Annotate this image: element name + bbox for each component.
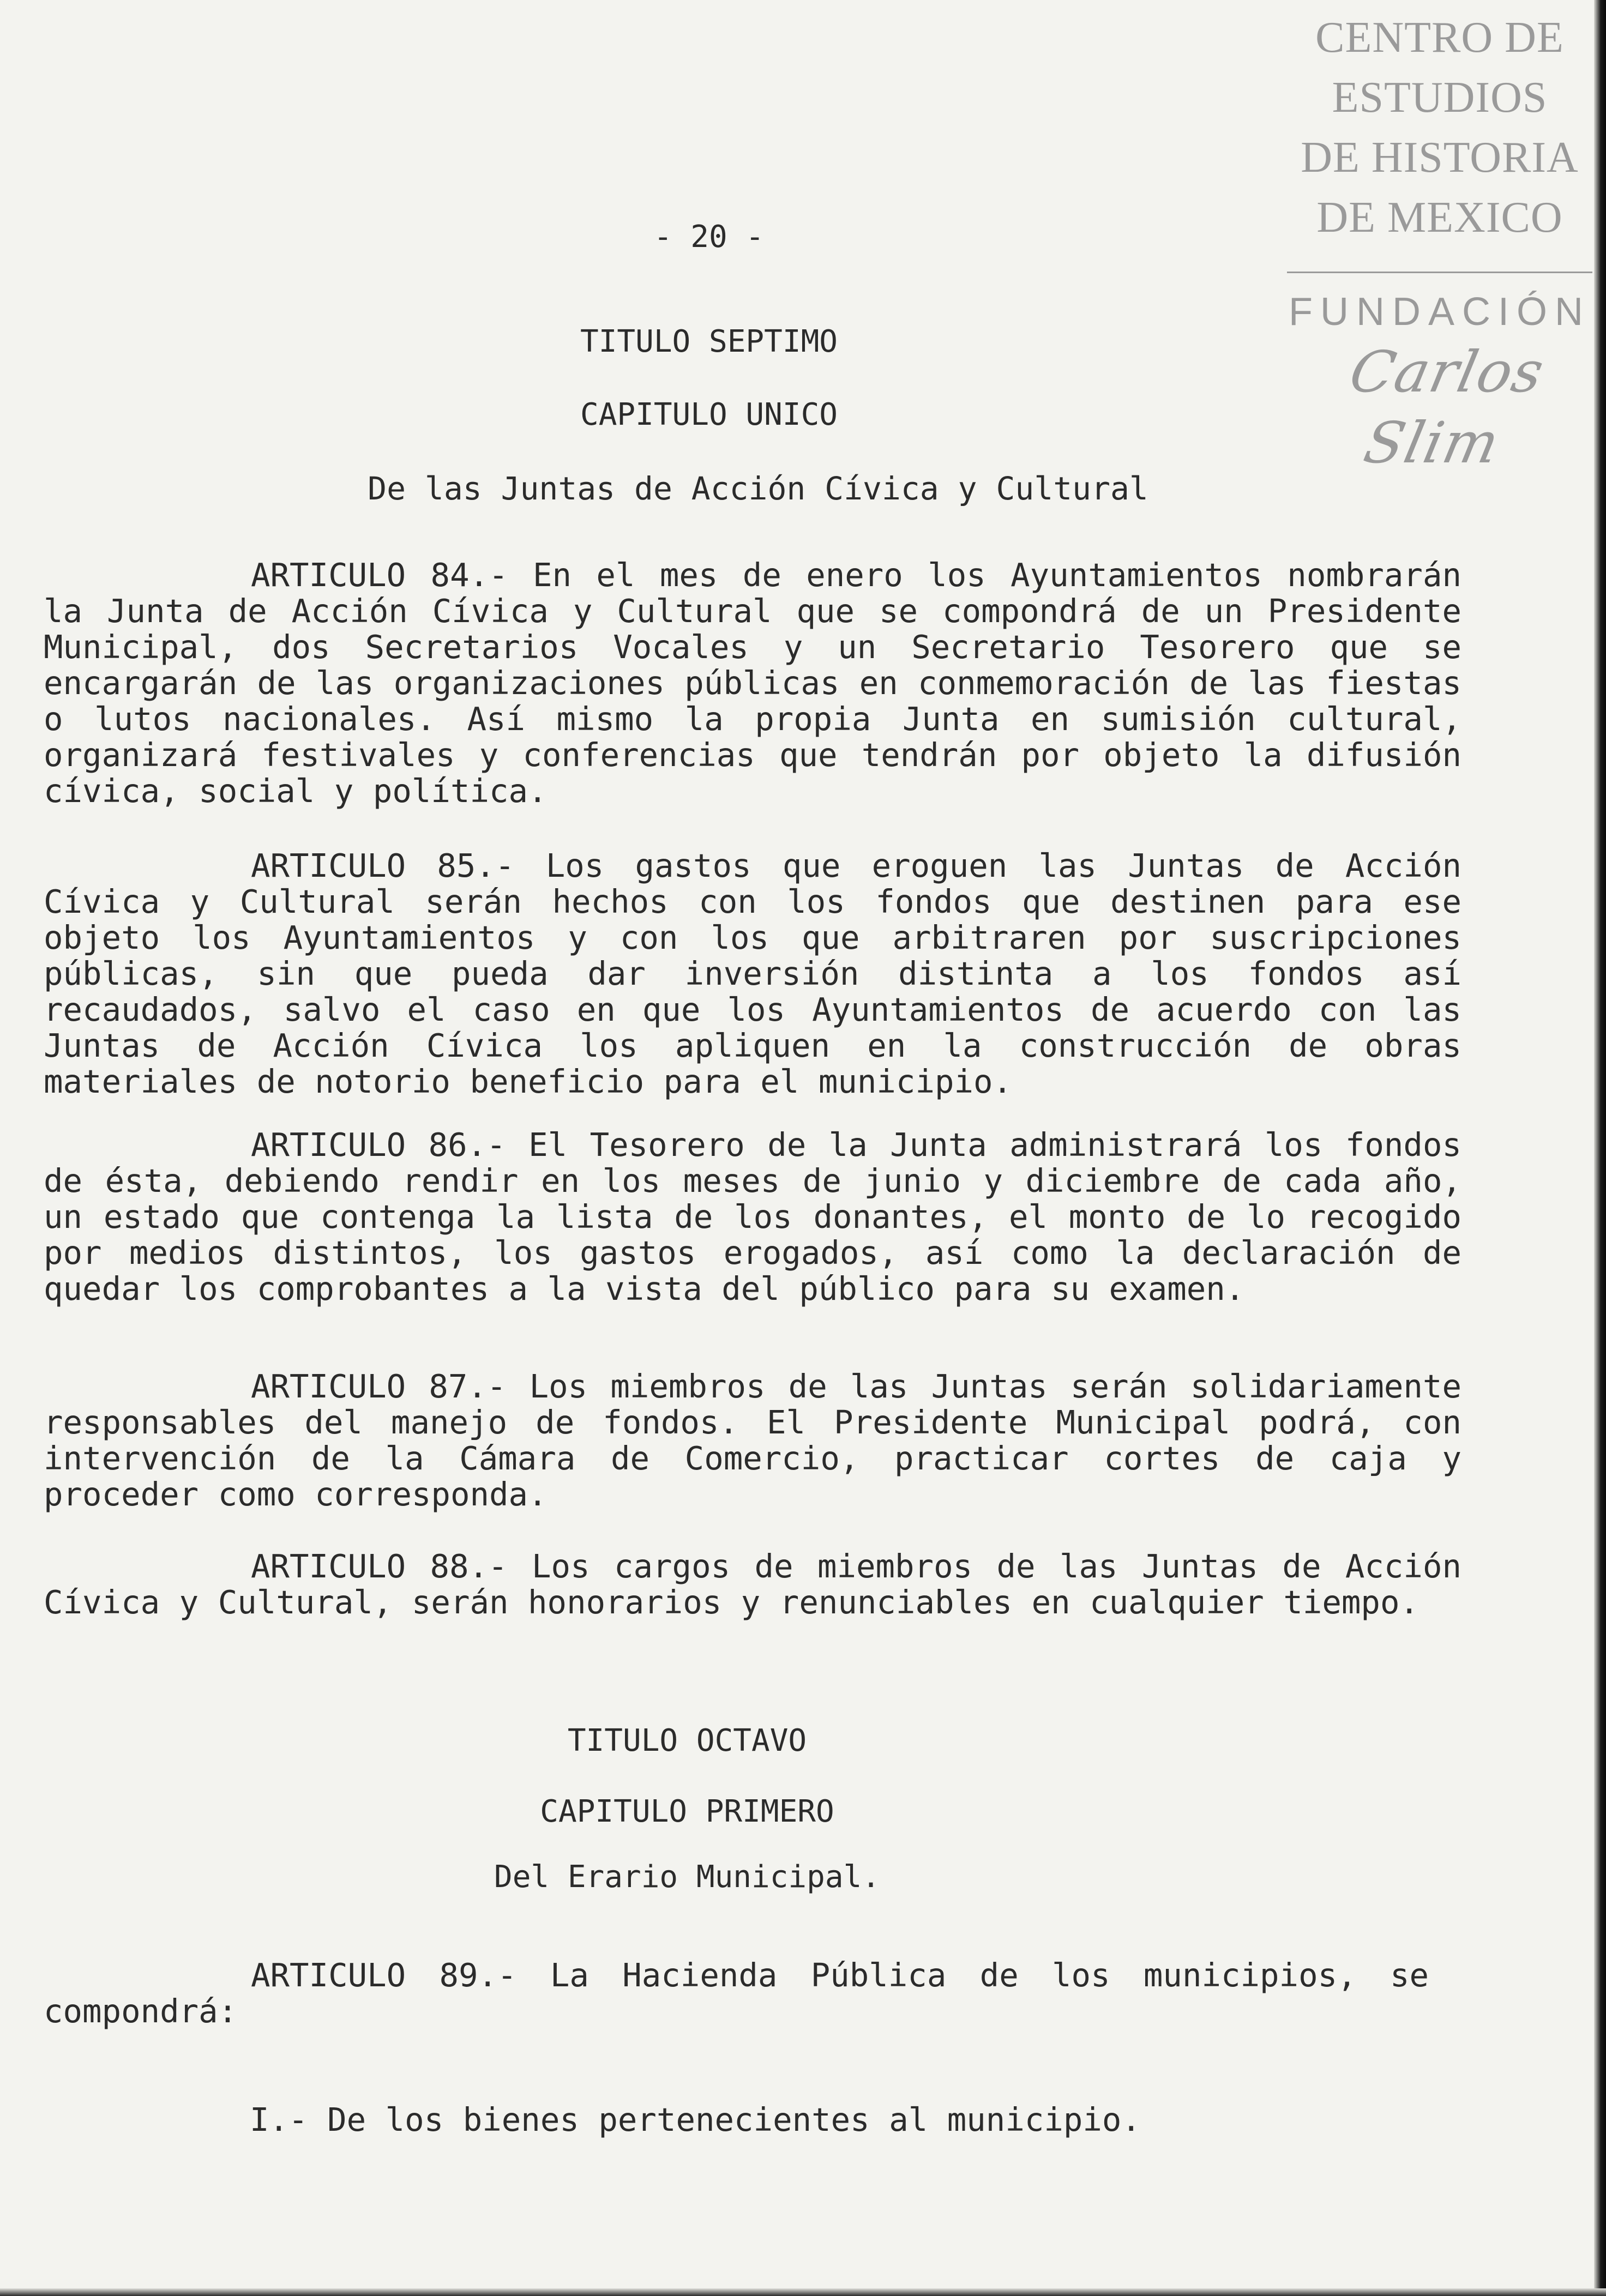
article-89: ARTICULO 89.- La Hacienda Pública de los municipios, se compondrá:	[44, 1956, 1448, 2030]
title-heading: TITULO OCTAVO	[567, 1723, 807, 1758]
article-87: ARTICULO 87.- Los miembros de las Juntas serán solidariamente responsables del manejo de fondos. El Presidente Municipal podrá, con intervención de la Cámara de Comercio, practicar cortes de caja y proceder como corresponda.	[44, 1367, 1481, 1513]
article-86: ARTICULO 86.- El Tesorero de la Junta administrará los fondos de ésta, debiendo rendir en los meses de junio y diciembre de cada año, un estado que contenga la lista de los donantes, el monto de lo recogido por medios distintos, los gastos erogados, así como la declaración de quedar los comprobantes a la vista del público para su examen.	[44, 1126, 1481, 1307]
chapter-subtitle: De las Juntas de Acción Cívica y Cultural	[368, 470, 1148, 507]
page-number: - 20 -	[653, 219, 765, 255]
watermark-foundation: FUNDACIÓN	[1289, 290, 1591, 334]
watermark-line: CENTRO DE	[1315, 14, 1564, 62]
watermark-line: DE HISTORIA	[1301, 134, 1579, 182]
watermark-divider	[1287, 272, 1592, 273]
article-84: ARTICULO 84.- En el mes de enero los Ayuntamientos nombrarán la Junta de Acción Cívica y Cultural que se compondrá de un Presidente Municipal, dos Secretarios Vocales y un Secretario Tesorero que se encargarán de las organizaciones públicas en conmemoración de las fiestas o lutos nacionales. Así mismo la propia Junta en sumisión cultural, organizará festivales y conferencias que tendrán por objeto la difusión cívica, social y política.	[44, 556, 1481, 810]
watermark-line: DE MEXICO	[1316, 194, 1563, 242]
chapter-heading: CAPITULO PRIMERO	[540, 1794, 834, 1829]
chapter-heading: CAPITULO UNICO	[580, 397, 838, 432]
list-item: I.- De los bienes pertenecientes al municipio.	[250, 2101, 1141, 2138]
chapter-subtitle: Del Erario Municipal.	[494, 1859, 880, 1895]
page-edge-bottom	[0, 2288, 1606, 2296]
watermark-line: ESTUDIOS	[1332, 74, 1548, 122]
watermark-signature: Carlos Slim	[1344, 339, 1551, 476]
article-88: ARTICULO 88.- Los cargos de miembros de las Juntas de Acción Cívica y Cultural, serán honorarios y renunciables en cualquier tiempo.	[44, 1547, 1481, 1621]
title-heading: TITULO SEPTIMO	[580, 324, 838, 359]
article-85: ARTICULO 85.- Los gastos que eroguen las Juntas de Acción Cívica y Cultural serán hechos con los fondos que destinen para ese objeto los Ayuntamientos y con los que arbitraren por suscripciones públicas, sin que pueda dar inversión distinta a los fondos así recaudados, salvo el caso en que los Ayuntamientos de acuerdo con las Juntas de Acción Cívica los apliquen en la construcción de obras materiales de notorio beneficio para el municipio.	[44, 847, 1481, 1100]
